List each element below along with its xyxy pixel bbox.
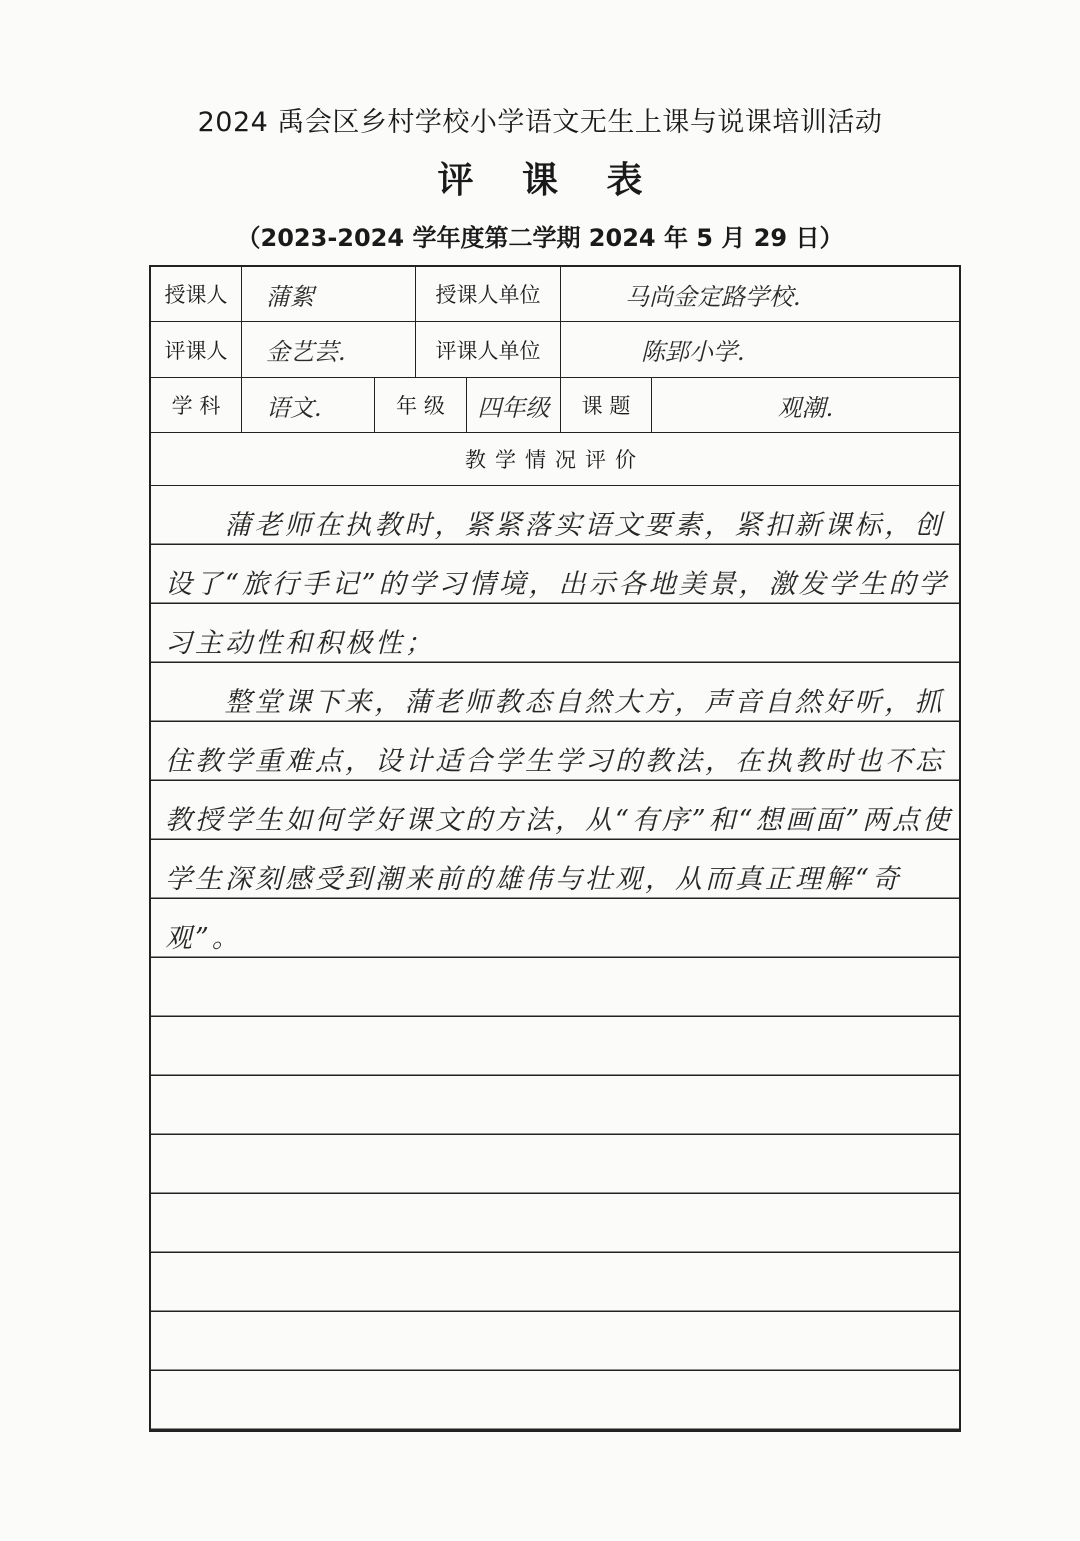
- evaluation-paragraph-2: 整堂课下来，蒲老师教态自然大方，声音自然好听，抓住教学重难点，设计适合学生学习的教法，在执教时也不忘教授学生如何学好课文的方法，从“有序”和“想画面”两点使学生深刻感受到潮来前的雄伟与壮观，从而真正理解“奇观”。: [165, 687, 953, 954]
- subject-value[interactable]: 语文.: [242, 378, 375, 432]
- teacher-label: 授课人: [151, 267, 242, 321]
- evaluation-paragraph-1: 蒲老师在执教时，紧紧落实语文要素，紧扣新课标，创设了“旅行手记”的学习情境，出示各地美景，激发学生的学习主动性和积极性；: [165, 510, 949, 659]
- grade-value[interactable]: 四年级: [467, 378, 561, 432]
- grade-label: 年 级: [375, 378, 467, 432]
- row-teacher: [151, 267, 959, 322]
- evaluation-form-table: [149, 265, 961, 1432]
- topic-value[interactable]: 观潮.: [777, 393, 834, 422]
- document-title: 2024 禹会区乡村学校小学语文无生上课与说课培训活动: [197, 107, 883, 138]
- row-subject: [151, 378, 959, 433]
- reviewer-unit-label: 评课人单位: [416, 322, 561, 377]
- section-header-teaching-evaluation: 教学情况评价: [151, 433, 959, 486]
- teacher-unit-value[interactable]: 马尚金定路学校.: [625, 282, 801, 311]
- evaluation-lined-area[interactable]: [151, 486, 959, 1430]
- subject-label: 学 科: [151, 378, 242, 432]
- teacher-unit-label: 授课人单位: [416, 267, 561, 321]
- reviewer-label: 评课人: [151, 322, 242, 377]
- reviewer-unit-value[interactable]: 陈郢小学.: [641, 338, 745, 366]
- evaluation-text: [165, 496, 955, 968]
- form-name: 评 课 表: [437, 160, 661, 201]
- teacher-value[interactable]: 蒲絮: [242, 267, 416, 321]
- topic-label: 课 题: [561, 378, 652, 432]
- term-date: （2023-2024 学年度第二学期 2024 年 5 月 29 日）: [236, 224, 844, 252]
- row-reviewer: [151, 322, 959, 378]
- reviewer-value[interactable]: 金艺芸.: [242, 322, 416, 377]
